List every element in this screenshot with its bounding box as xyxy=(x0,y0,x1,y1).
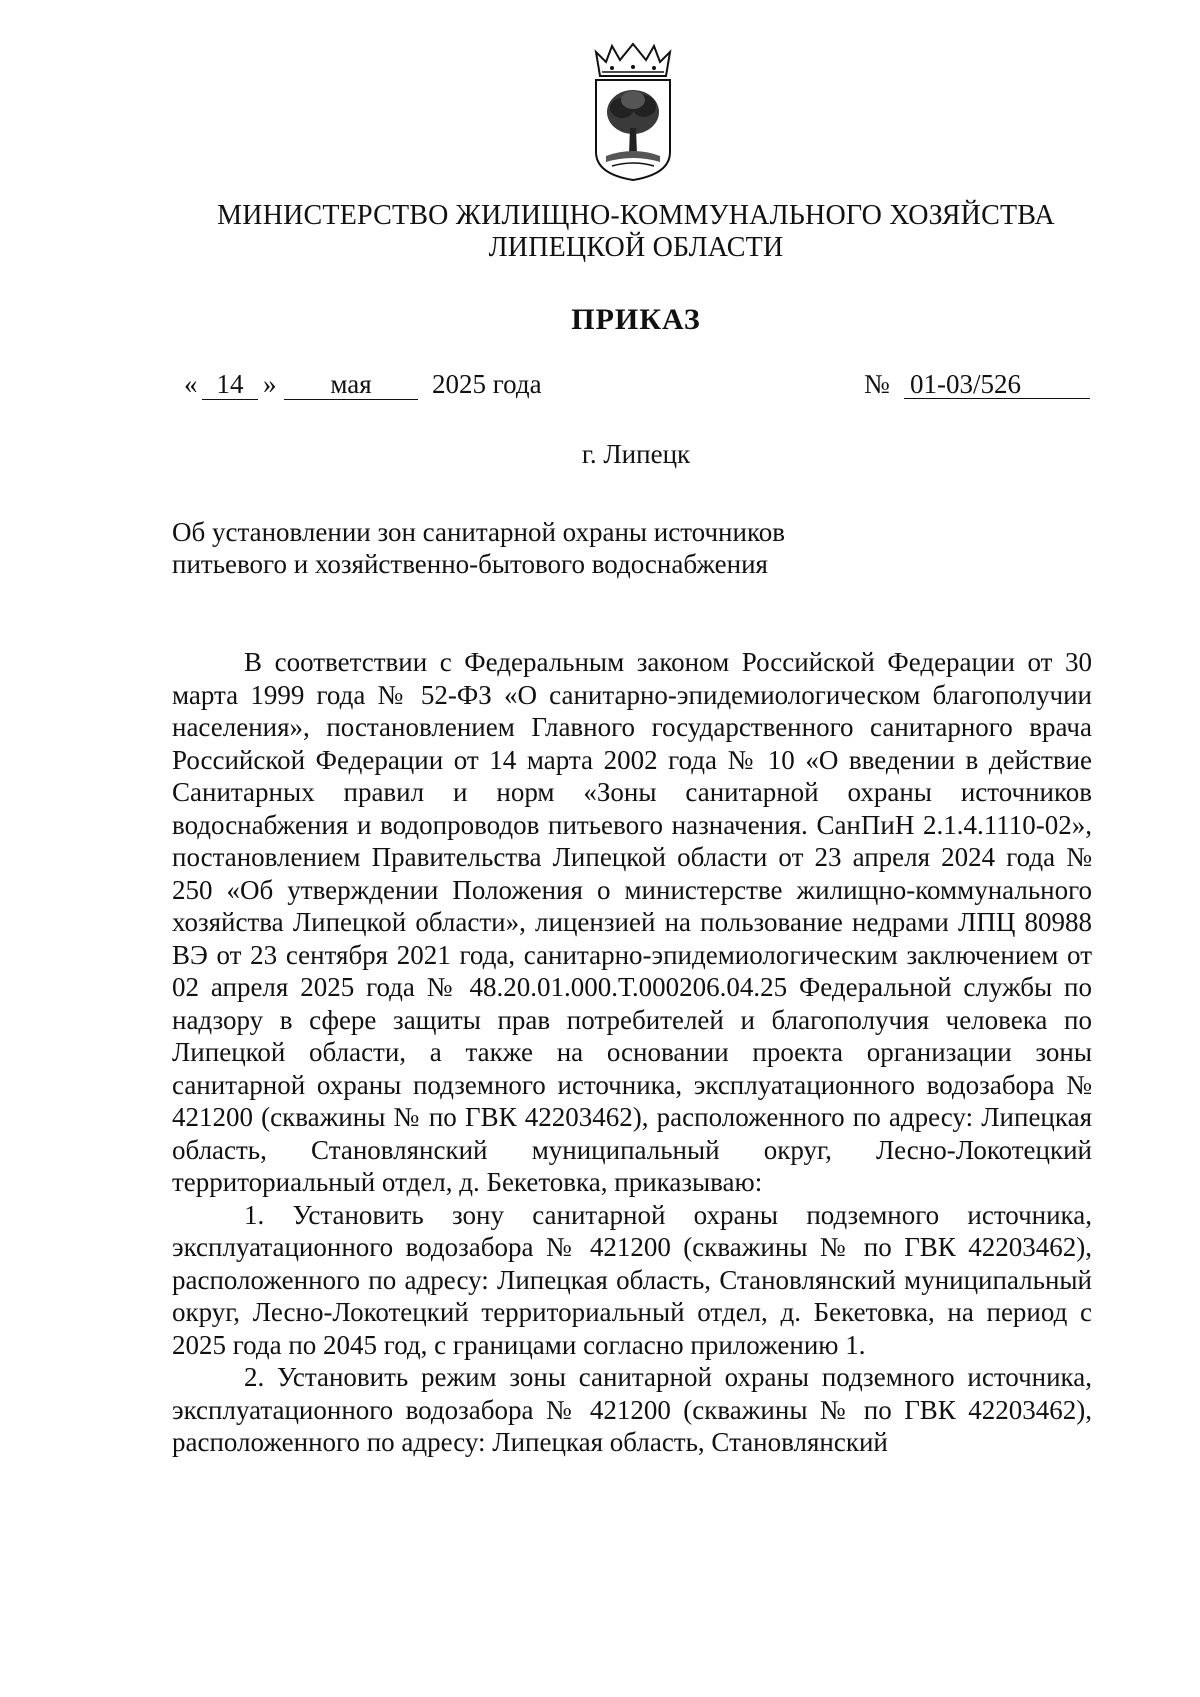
preamble-paragraph: В соответствии с Федеральным законом Российской Федерации от 30 марта 1999 года № 52-ФЗ «О санитарно-эпидемиологическом благополучии населения», постановлением Главного государственного санитарного врача Российской Федерации от 14 марта 2002 года № 10 «О введении в действие Санитарных правил и норм «Зоны санитарной охраны источников водоснабжения и водопроводов питьевого назначения. СанПиН 2.1.4.1110-02», постановлением Правительства Липецкой области от 23 апреля 2024 года № 250 «Об утверждении Положения о министерстве жилищно-коммунального хозяйства Липецкой области», лицензией на пользование недрами ЛПЦ 80988 ВЭ от 23 сентября 2021 года, санитарно-эпидемиологическим заключением от 02 апреля 2025 года № 48.20.01.000.Т.000206.04.25 Федеральной службы по надзору в сфере защиты прав потребителей и благополучия человека по Липецкой области, а также на основании проекта организации зоны санитарной охраны подземного источника, эксплуатационного водозабора № 421200 (скважины № по ГВК 42203462), расположенного по адресу: Липецкая область, Становлянский муниципальный округ, Лесно-Локотецкий территориальный отдел, д. Бекетовка, приказываю: xyxy=(172,647,1092,1197)
order-number: 01-03/526 xyxy=(904,368,1090,399)
date-open-quote: « xyxy=(184,369,198,399)
list-item-2: 2. Установить режим зоны санитарной охраны подземного источника, эксплуатационного водозабора № 421200 (скважины № по ГВК 42203462), расположенного по адресу: Липецкая область, Становлянский xyxy=(172,1362,1092,1457)
date-month: мая xyxy=(284,368,418,400)
document-body xyxy=(172,646,1092,1459)
list-item-1: 1. Установить зону санитарной охраны подземного источника, эксплуатационного водозабора № 421200 (скважины № по ГВК 42203462), расположенного по адресу: Липецкая область, Становлянский муниципальный округ, Лесно-Локотецкий территориальный отдел, д. Бекетовка, на период с 2025 года по 2045 год, с границами согласно приложению 1. xyxy=(172,1199,1092,1360)
document-type-title: ПРИКАЗ xyxy=(571,303,701,336)
ministry-name xyxy=(0,200,1200,264)
date-close-quote: » xyxy=(263,369,277,399)
coat-of-arms-icon xyxy=(590,42,676,184)
date-day: 14 xyxy=(202,368,258,400)
order-subject: Об установлении зон санитарной охраны источников питьевого и хозяйственно-бытового водоснабжения xyxy=(172,517,785,579)
date-year: 2025 года xyxy=(432,369,542,399)
date-number-line xyxy=(0,368,1200,402)
ministry-line-1: МИНИСТЕРСТВО ЖИЛИЩНО-КОММУНАЛЬНОГО ХОЗЯЙСТВА xyxy=(217,200,1055,231)
number-sign: № xyxy=(864,369,890,399)
city-line: г. Липецк xyxy=(581,439,691,469)
ministry-line-2: ЛИПЕЦКОЙ ОБЛАСТИ xyxy=(488,232,784,263)
